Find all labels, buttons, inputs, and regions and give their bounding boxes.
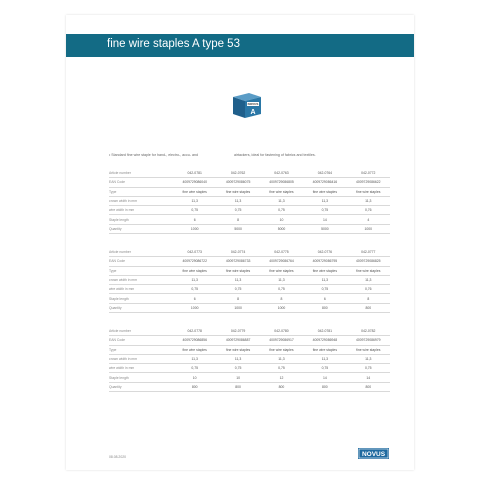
table-cell: 11,3 — [173, 275, 216, 284]
table-cell: 4009729086795 — [303, 257, 346, 266]
table-cell: 042-0780 — [260, 327, 303, 336]
table-cell: 042-0781 — [173, 169, 216, 178]
document-page — [66, 15, 414, 470]
row-label: crown width in mm — [109, 354, 173, 363]
box-logo-text: NOVUS — [247, 102, 259, 107]
table-cell: 0,75 — [347, 364, 390, 373]
table-cell: 042-0779 — [216, 327, 259, 336]
table-cell: 0,75 — [303, 206, 346, 215]
table-cell: 6 — [173, 215, 216, 224]
row-label: crown width in mm — [109, 275, 173, 284]
table-row — [109, 285, 390, 294]
table-cell: 800 — [216, 382, 259, 391]
table-cell: 0,76 — [347, 206, 390, 215]
table-cell: 4009729086733 — [216, 257, 259, 266]
table-cell: 4 — [347, 215, 390, 224]
table-row — [109, 224, 390, 233]
table-cell: 8 — [260, 294, 303, 303]
row-label: wire width in mm — [109, 285, 173, 294]
table-cell: 11,3 — [303, 354, 346, 363]
table-cell: 8 — [216, 215, 259, 224]
footer-date: 08.08.2020 — [109, 455, 126, 459]
table-cell: fine wire staples — [216, 266, 259, 275]
table-cell: 11,3 — [303, 196, 346, 205]
table-cell: 1000 — [173, 303, 216, 312]
table-cell: 042-0782 — [347, 327, 390, 336]
table-cell: 4009729086805 — [260, 178, 303, 187]
table-cell: 0,75 — [173, 206, 216, 215]
table-row — [109, 169, 390, 178]
table-row — [109, 215, 390, 224]
row-label: Staple length — [109, 294, 173, 303]
description-part-1: • Standard fine wire staple for hand-, electro-, accu- and — [109, 153, 198, 157]
table-cell: 4009729086887 — [216, 336, 259, 345]
table-row — [109, 303, 390, 312]
table-cell: 042-0777 — [347, 248, 390, 257]
table-cell: 0,75 — [303, 285, 346, 294]
table-cell: 800 — [347, 303, 390, 312]
table-cell: 4009729086917 — [260, 336, 303, 345]
table-cell: 0,75 — [216, 206, 259, 215]
table-row — [109, 345, 390, 354]
table-row — [109, 275, 390, 284]
table-cell: 0,75 — [216, 285, 259, 294]
table-cell: 800 — [173, 382, 216, 391]
table-cell: 0,75 — [216, 364, 259, 373]
table-cell: 10 — [216, 373, 259, 382]
table-cell: 4009729086825 — [347, 257, 390, 266]
table-cell: fine wire staples — [303, 187, 346, 196]
table-cell: fine wire staples — [173, 266, 216, 275]
table-cell: fine wire staples — [303, 266, 346, 275]
table-cell: 042-0772 — [347, 169, 390, 178]
table-cell: 042-0775 — [260, 248, 303, 257]
table-cell: 0,75 — [260, 206, 303, 215]
table-cell: 5000 — [216, 224, 259, 233]
table-cell: 1000 — [347, 224, 390, 233]
table-cell: 0,75 — [303, 364, 346, 373]
table-cell: 10 — [260, 215, 303, 224]
table-cell: fine wire staples — [260, 187, 303, 196]
table-cell: 11,3 — [260, 196, 303, 205]
table-row — [109, 327, 390, 336]
table-cell: 5000 — [303, 224, 346, 233]
box-type-letter: A — [250, 109, 256, 116]
novus-logo — [358, 448, 389, 459]
title-banner — [66, 34, 414, 57]
table-cell: fine wire staples — [303, 345, 346, 354]
row-label: crown width in mm — [109, 196, 173, 205]
logo-text: NOVUS — [361, 450, 386, 458]
table-row — [109, 187, 390, 196]
table-cell: 6 — [173, 294, 216, 303]
table-cell: 8 — [216, 294, 259, 303]
table-cell: 11,3 — [173, 354, 216, 363]
table-row — [109, 266, 390, 275]
table-cell: 11,3 — [260, 275, 303, 284]
row-label: EAN Code — [109, 178, 173, 187]
spec-table-1 — [109, 169, 390, 234]
table-cell: 042-0781 — [303, 327, 346, 336]
table-row — [109, 206, 390, 215]
table-cell: 11,3 — [347, 196, 390, 205]
table-cell: fine wire staples — [216, 187, 259, 196]
table-cell: fine wire staples — [347, 187, 390, 196]
spec-table-2 — [109, 248, 390, 313]
table-cell: 0,75 — [260, 364, 303, 373]
table-cell: 042-0774 — [216, 248, 259, 257]
table-row — [109, 354, 390, 363]
row-label: Type — [109, 266, 173, 275]
table-cell: 1000 — [216, 303, 259, 312]
table-cell: fine wire staples — [347, 345, 390, 354]
row-label: EAN Code — [109, 257, 173, 266]
table-cell: 4009729086622 — [347, 178, 390, 187]
table-cell: 042-0762 — [216, 169, 259, 178]
table-cell: 0,75 — [173, 285, 216, 294]
table-cell: 14 — [347, 373, 390, 382]
table-row — [109, 196, 390, 205]
table-row — [109, 178, 390, 187]
description-part-2: airtackers, ideal for fastening of fabrics and textiles. — [233, 153, 316, 157]
table-cell: 11,3 — [347, 275, 390, 284]
row-label: Type — [109, 345, 173, 354]
row-label: Quantity — [109, 382, 173, 391]
table-cell: fine wire staples — [173, 345, 216, 354]
table-cell: 800 — [260, 382, 303, 391]
row-label: wire width in mm — [109, 206, 173, 215]
row-label: Staple length — [109, 215, 173, 224]
table-cell: 800 — [347, 382, 390, 391]
table-cell: 4009729086979 — [347, 336, 390, 345]
table-cell: 042-0778 — [173, 327, 216, 336]
table-cell: 5000 — [260, 224, 303, 233]
table-cell: 11,3 — [216, 275, 259, 284]
table-cell: 042-0763 — [260, 169, 303, 178]
table-cell: 11,3 — [216, 196, 259, 205]
table-row — [109, 257, 390, 266]
row-label: Quantity — [109, 224, 173, 233]
table-cell: 4009729086764 — [260, 257, 303, 266]
row-label: Article number — [109, 327, 173, 336]
table-cell: 800 — [303, 382, 346, 391]
table-cell: 11,3 — [173, 196, 216, 205]
table-cell: 042-0764 — [303, 169, 346, 178]
table-cell: 4009729086040 — [173, 178, 216, 187]
table-cell: fine wire staples — [216, 345, 259, 354]
spec-table-3 — [109, 327, 390, 392]
table-cell: 4009729086722 — [173, 257, 216, 266]
table-cell: 11,3 — [303, 275, 346, 284]
table-cell: 0,75 — [173, 364, 216, 373]
staple-box-image — [228, 85, 266, 123]
row-label: Staple length — [109, 373, 173, 382]
table-cell: 14 — [303, 373, 346, 382]
table-cell: fine wire staples — [347, 266, 390, 275]
table-cell: 14 — [303, 215, 346, 224]
table-cell: fine wire staples — [173, 187, 216, 196]
table-cell: 11,3 — [216, 354, 259, 363]
table-cell: 8 — [347, 294, 390, 303]
table-cell: 042-0776 — [303, 248, 346, 257]
row-label: Article number — [109, 169, 173, 178]
table-row — [109, 382, 390, 391]
table-cell: 4009729086416 — [303, 178, 346, 187]
table-cell: 6 — [303, 294, 346, 303]
table-row — [109, 294, 390, 303]
table-cell: 0,75 — [260, 285, 303, 294]
row-label: EAN Code — [109, 336, 173, 345]
table-row — [109, 373, 390, 382]
table-cell: 1000 — [260, 303, 303, 312]
row-label: Quantity — [109, 303, 173, 312]
row-label: wire width in mm — [109, 364, 173, 373]
table-cell: fine wire staples — [260, 266, 303, 275]
table-row — [109, 364, 390, 373]
table-row — [109, 248, 390, 257]
table-cell: 042-0773 — [173, 248, 216, 257]
row-label: Article number — [109, 248, 173, 257]
table-cell: fine wire staples — [260, 345, 303, 354]
table-cell: 0,76 — [347, 285, 390, 294]
page-title: fine wire staples A type 53 — [107, 38, 240, 50]
table-cell: 4009729086948 — [303, 336, 346, 345]
table-cell: 4009729086856 — [173, 336, 216, 345]
table-cell: 800 — [303, 303, 346, 312]
table-cell: 11,3 — [347, 354, 390, 363]
table-cell: 10 — [173, 373, 216, 382]
table-cell: 1000 — [173, 224, 216, 233]
row-label: Type — [109, 187, 173, 196]
description-bullet — [109, 153, 316, 157]
table-row — [109, 336, 390, 345]
table-cell: 12 — [260, 373, 303, 382]
table-cell: 4009729086075 — [216, 178, 259, 187]
table-cell: 11,3 — [260, 354, 303, 363]
